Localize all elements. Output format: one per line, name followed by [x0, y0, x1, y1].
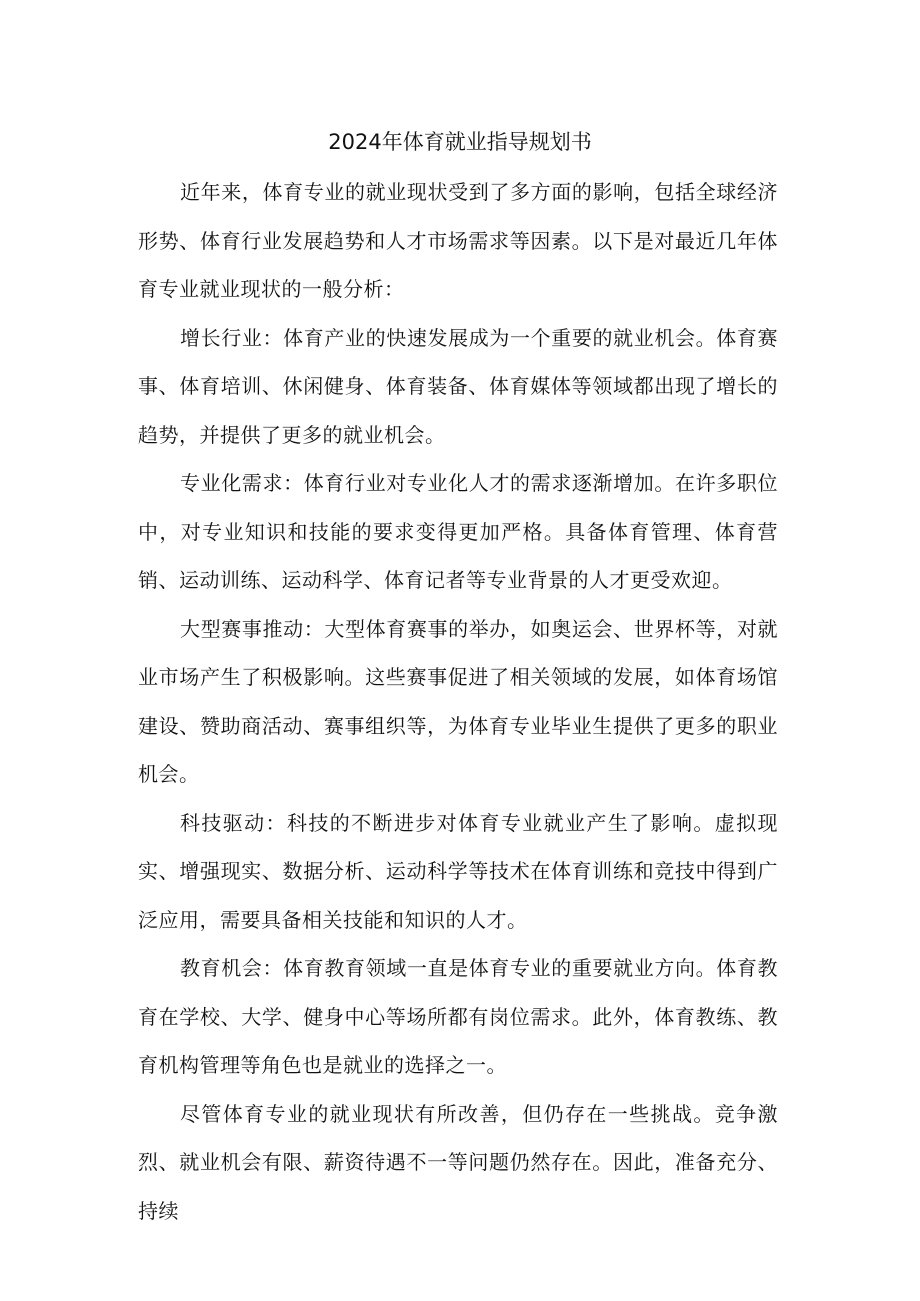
paragraph-specialization-demand: 专业化需求：体育行业对专业化人才的需求逐渐增加。在许多职位中，对专业知识和技能的要求变得更加严格。具备体育管理、体育营销、运动训练、运动科学、体育记者等专业背景的人才更受欢迎。 — [138, 471, 778, 592]
paragraph-major-events: 大型赛事推动：大型体育赛事的举办，如奥运会、世界杯等，对就业市场产生了积极影响。这些赛事促进了相关领域的发展，如体育场馆建设、赞助商活动、赛事组织等，为体育专业毕业生提供了更多的职业机会。 — [138, 616, 778, 786]
document-body — [138, 168, 778, 1235]
paragraph-technology: 科技驱动：科技的不断进步对体育专业就业产生了影响。虚拟现实、增强现实、数据分析、运动科学等技术在体育训练和竞技中得到广泛应用，需要具备相关技能和知识的人才。 — [138, 810, 778, 932]
paragraph-education: 教育机会：体育教育领域一直是体育专业的重要就业方向。体育教育在学校、大学、健身中心等场所都有岗位需求。此外，体育教练、教育机构管理等角色也是就业的选择之一。 — [138, 956, 778, 1077]
document-title: 2024年体育就业指导规划书 — [328, 130, 592, 154]
paragraph-growth-industry: 增长行业：体育产业的快速发展成为一个重要的就业机会。体育赛事、体育培训、休闲健身、体育装备、体育媒体等领域都出现了增长的趋势，并提供了更多的就业机会。 — [138, 325, 778, 447]
paragraph-intro: 近年来，体育专业的就业现状受到了多方面的影响，包括全球经济形势、体育行业发展趋势和人才市场需求等因素。以下是对最近几年体育专业就业现状的一般分析： — [138, 180, 778, 301]
paragraph-challenges: 尽管体育专业的就业现状有所改善，但仍存在一些挑战。竞争激烈、就业机会有限、薪资待遇不一等问题仍然存在。因此，准备充分、持续 — [138, 1101, 778, 1223]
